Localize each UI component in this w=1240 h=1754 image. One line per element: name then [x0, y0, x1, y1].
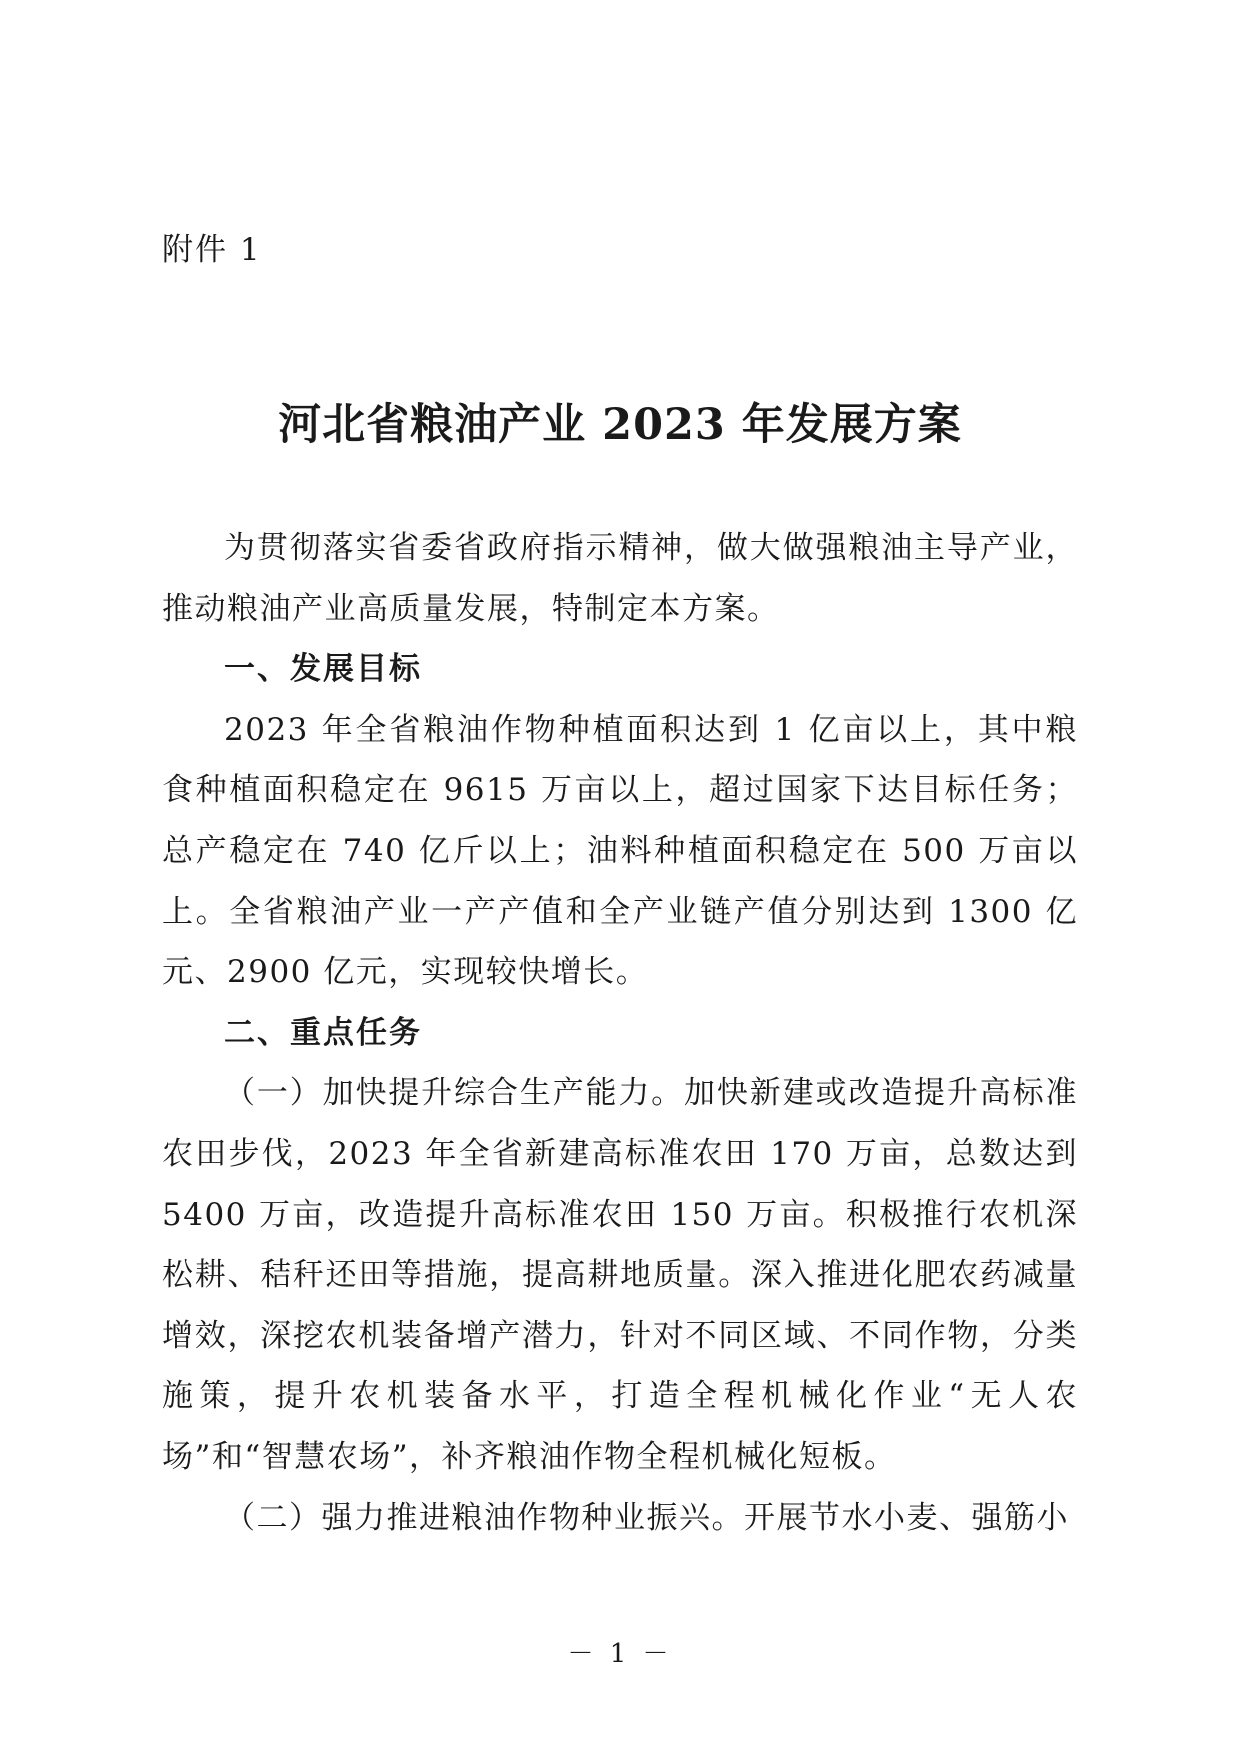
task-paragraph-1: （一）加快提升综合生产能力。加快新建或改造提升高标准农田步伐，2023 年全省新建高标准农田 170 万亩，总数达到 5400 万亩，改造提升高标准农田 150 万亩。积极推行农机深松耕、秸秆还田等措施，提高耕地质量。深入推进化肥农药减量增效，深挖农机装备增产潜力，针对不同区域、不同作物，分类施策，提升农机装备水平，打造全程机械化作业“无人农场”和“智慧农场”，补齐粮油作物全程机械化短板。	[162, 1075, 1078, 1475]
document-title: 河北省粮油产业 2023 年发展方案	[278, 400, 962, 450]
section-heading-tasks: 二、重点任务	[224, 1014, 422, 1051]
goals-paragraph: 2023 年全省粮油作物种植面积达到 1 亿亩以上，其中粮食种植面积稳定在 9615 万亩以上，超过国家下达目标任务；总产稳定在 740 亿斤以上；油料种植面积稳定在 500 万亩以上。全省粮油产业一产产值和全产业链产值分别达到 1300 亿元、2900 亿元，实现较快增长。	[162, 711, 1078, 991]
task-paragraph-2: （二）强力推进粮油作物种业振兴。开展节水小麦、强筋小	[224, 1499, 1069, 1536]
document-body	[162, 518, 1078, 1548]
section-heading-goals: 一、发展目标	[224, 651, 422, 688]
page-number: － 1 －	[567, 1639, 673, 1669]
intro-paragraph: 为贯彻落实省委省政府指示精神，做大做强粮油主导产业，推动粮油产业高质量发展，特制定本方案。	[162, 530, 1078, 627]
attachment-label: 附件 1	[162, 232, 262, 268]
